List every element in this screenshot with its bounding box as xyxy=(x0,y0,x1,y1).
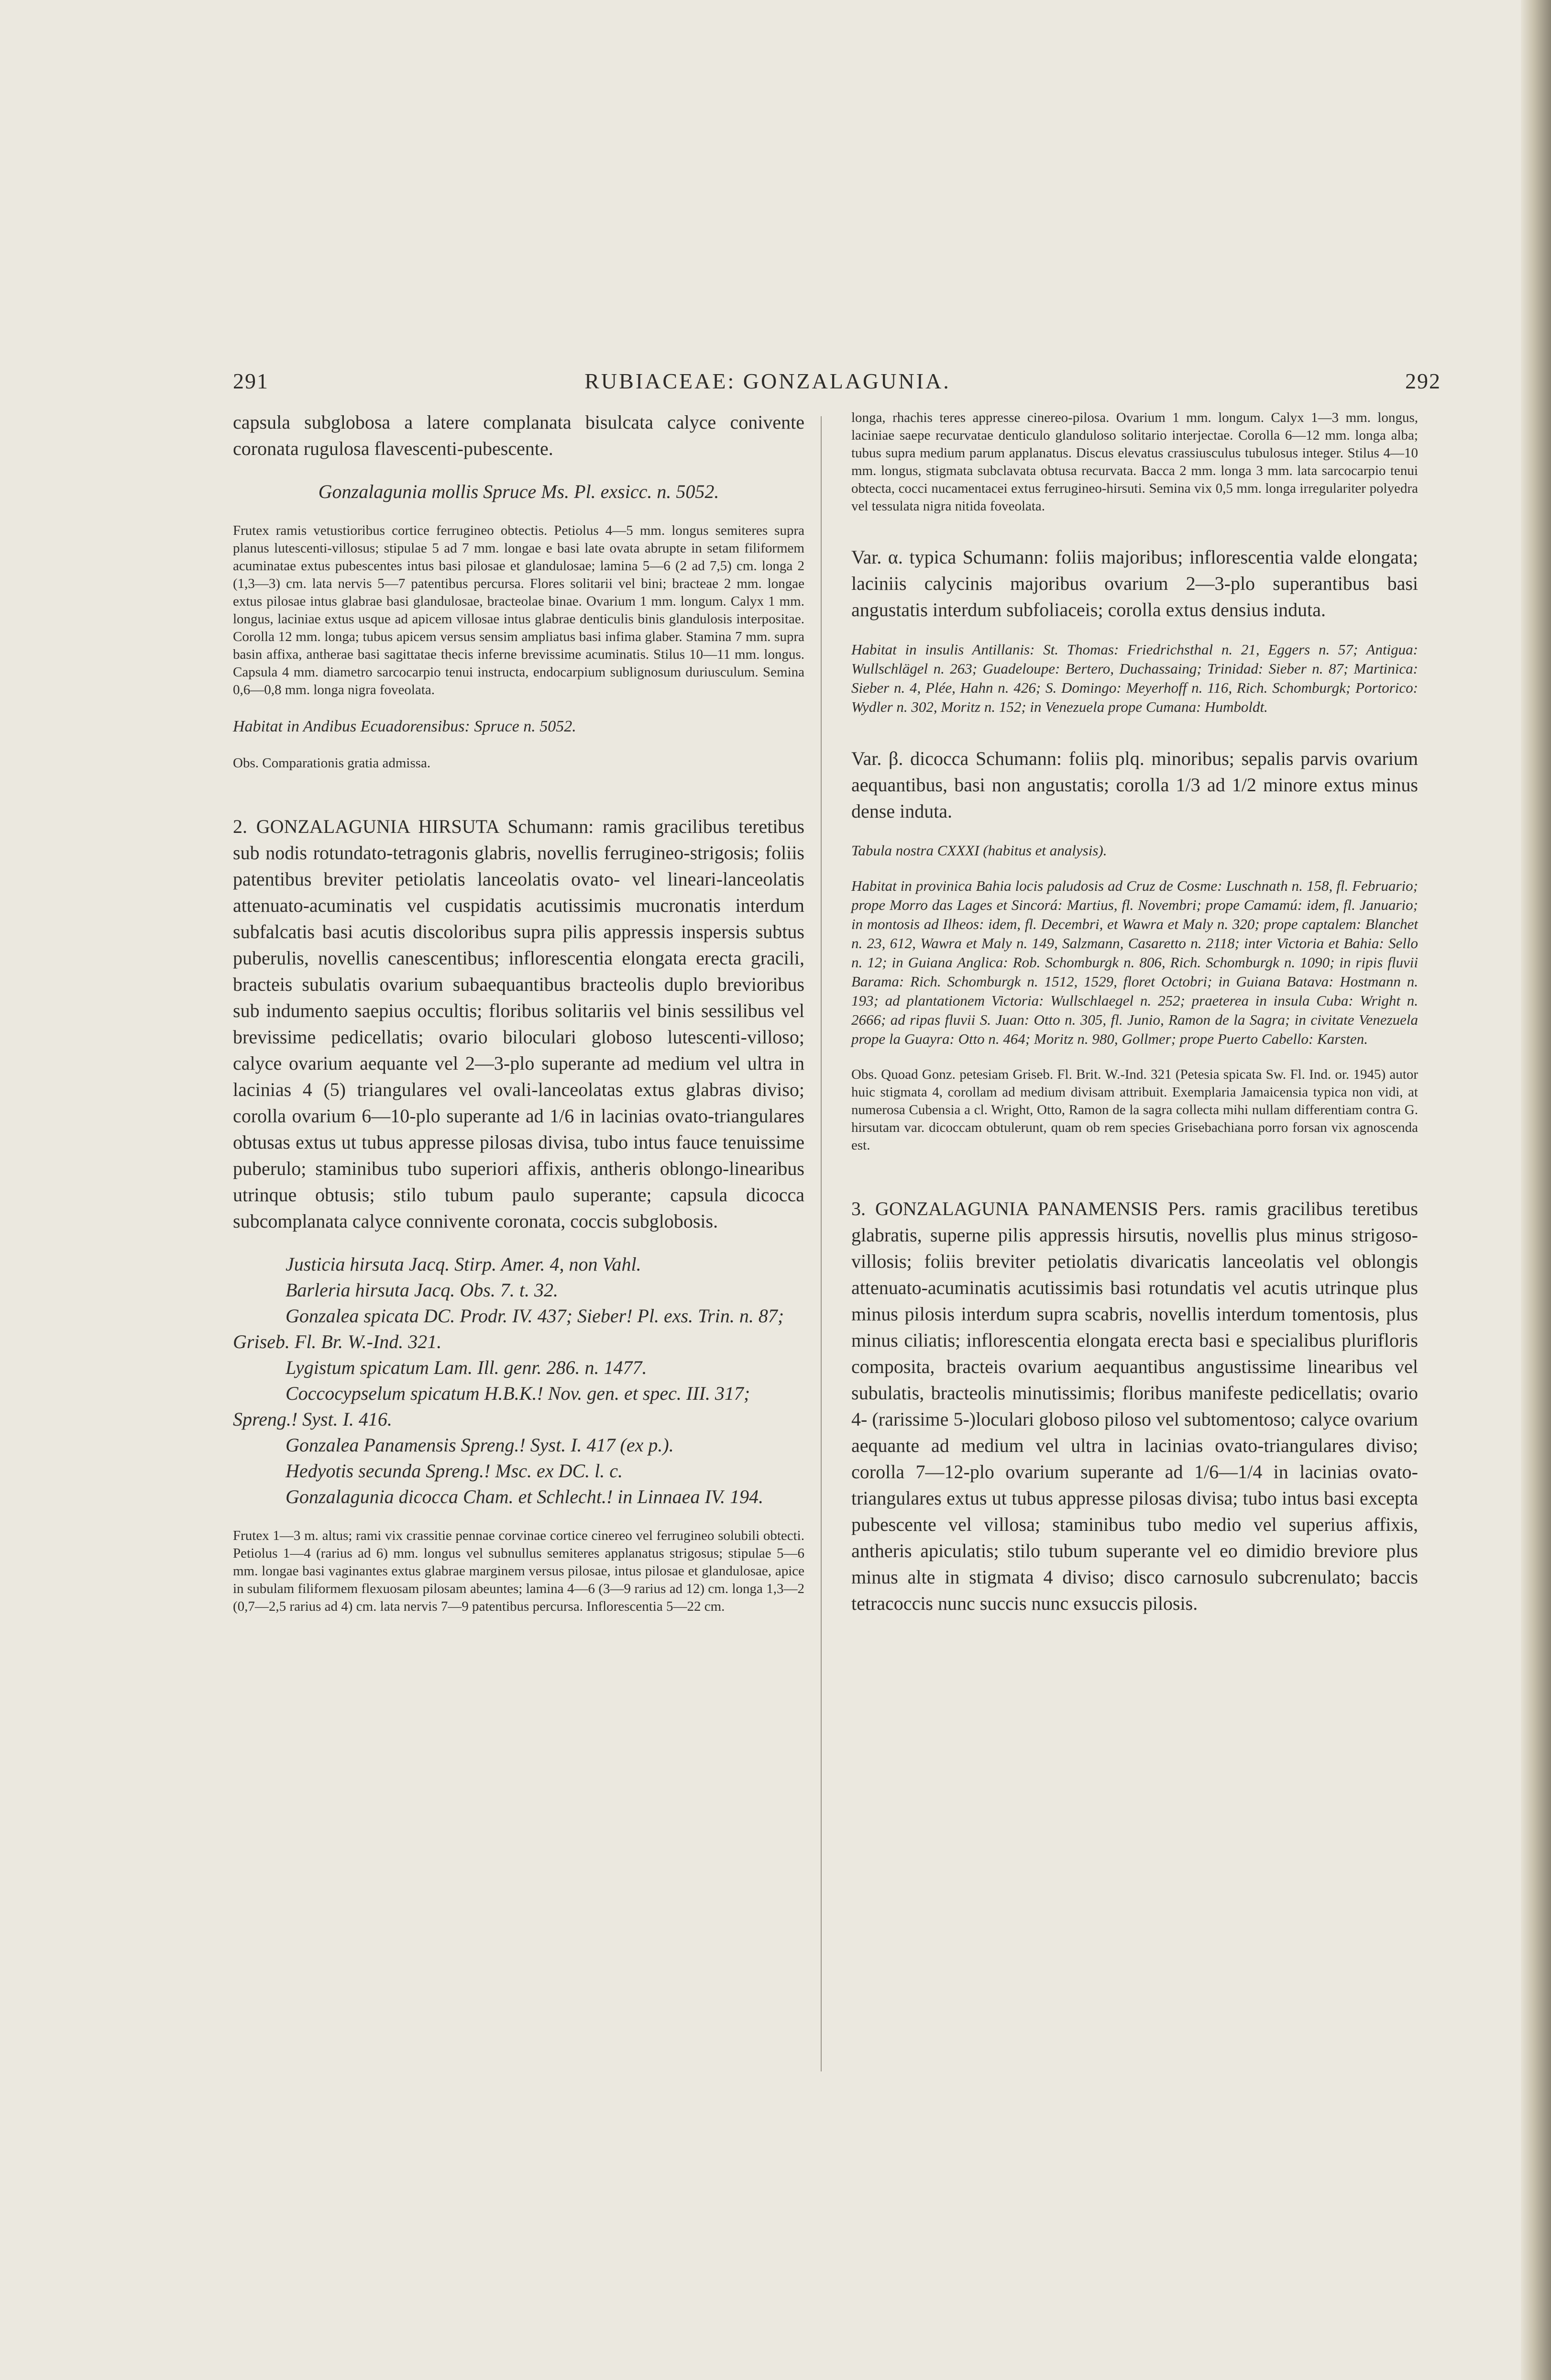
synonym: Coccocypselum spicatum H.B.K.! Nov. gen. et spec. III. 317; Spreng.! Syst. I. 416. xyxy=(233,1383,750,1430)
variety-alpha-text: foliis majoribus; inflorescentia valde elongata; laciniis calycinis majoribus ovarium 2—3-plo superantibus basi angustatis interdum subfoliaceis; corolla extus densius induta. xyxy=(851,546,1419,620)
capsule-description: capsula subglobosa a latere complanata bisulcata calyce conivente coronata rugulosa flavescenti-pubescente. xyxy=(233,411,804,459)
variety-beta-text: foliis plq. minoribus; sepalis parvis ovarium aequantibus, basi non angustatis; corolla 1/3 ad 1/2 minore extus minus dense induta. xyxy=(851,748,1418,822)
synonym: Justicia hirsuta Jacq. Stirp. Amer. 4, non Vahl. xyxy=(286,1253,641,1275)
description-hirsuta: Frutex 1—3 m. altus; rami vix crassitie pennae corvinae cortice cinereo vel ferrugineo solubili obtecti. Petiolus 1—4 (rarius ad 6) mm. longus vel subnullus semiteres applanatus strigosus; stipulae 5—6 mm. longae basi vaginantes extus glabrae marginem versus pilosae, intus pilosae et glandulosae, apice in subulam filiformem flexuosam pilosam abeuntes; lamina 4—6 (3—9 rarius ad 12) cm. longa 1,3—2 (0,7—2,5 rarius ad 4) cm. lata nervis 7—9 patentibus percursa. Inflorescentia 5—22 cm. xyxy=(233,1528,804,1614)
left-column xyxy=(233,409,804,1616)
observation-mollis: Obs. Comparationis gratia admissa. xyxy=(233,755,431,771)
running-header xyxy=(0,368,1551,402)
variety-alpha-heading: Var. α. typica Schumann: xyxy=(851,546,1049,568)
variety-beta xyxy=(851,745,1418,824)
habitat-mollis: Habitat in Andibus Ecuadorensibus: Spruce n. 5052. xyxy=(233,718,576,735)
species-2-description xyxy=(233,813,804,1234)
column-divider xyxy=(821,416,822,2071)
page-number-right: 292 xyxy=(1405,369,1441,393)
habitat-alpha: Habitat in insulis Antillanis: St. Thomas: Friedrichsthal n. 21, Eggers n. 57; Antigua: Wullschlägel n. 263; Guadeloupe: Bertero, Duchassaing; Trinidad: Sieber n. 87; Martinica: Sieber n. 4, Plée, Hahn n. 426; S. Domingo: Meyerhoff n. 116, Rich. Schomburgk; Portorico: Wydler n. 302, Moritz n. 152; in Venezuela prope Cumana: Humboldt. xyxy=(851,641,1418,715)
species-3-heading: 3. GONZALAGUNIA PANAMENSIS Pers. xyxy=(851,1198,1206,1219)
species-3-description xyxy=(851,1196,1418,1616)
running-title: RUBIACEAE: GONZALAGUNIA. xyxy=(584,369,951,393)
synonymy-list xyxy=(233,1251,804,1510)
synonym: Lygistum spicatum Lam. Ill. genr. 286. n. 1477. xyxy=(286,1357,647,1378)
synonym: Barleria hirsuta Jacq. Obs. 7. t. 32. xyxy=(286,1279,558,1301)
variety-alpha xyxy=(851,544,1418,623)
habitat-beta: Habitat in provinica Bahia locis paludosis ad Cruz de Cosme: Luschnath n. 158, fl. Februario; prope Morro das Lages et Sincorá: Martius, fl. Novembri; prope Camamú: idem, fl. Januario; in montosis ad Ilheos: idem, fl. Decembri, et Wawra et Maly n. 320; prope captalem: Blanchet n. 23, 612, Wawra et Maly n. 149, Salzmann, Casaretto n. 2118; inter Victoria et Bahia: Sello n. 12; in Guiana Anglica: Rob. Schomburgk n. 806, Rich. Schomburgk n. 1090; in ripis fluvii Barama: Rich. Schomburgk n. 1512, 1529, floret Octobri; in Guiana Batava: Hostmann n. 193; ad plantationem Victoria: Wullschlaegel n. 252; praeterea in insula Cuba: Wright n. 2666; ad ripas fluvii S. Juan: Otto n. 305, fl. Junio, Ramon de la Sagra; in civitate Venezuela prope la Guayra: Otto n. 464; Moritz n. 980, Gollmer; prope Puerto Cabello: Karsten. xyxy=(851,877,1418,1047)
species-3-text: ramis gracilibus teretibus glabratis, superne pilis appressis hirsutis, novellis plus minus strigoso-villosis; foliis breviter petiolatis divaricatis lanceolatis vel oblongis attenuato-acuminatis acutissimis basi rotundatis vel acutis utrinque plus minus pilosis interdum supra scabris, novellis interdum tomentosis, plus minus ciliatis; inflorescentia elongata erecta basi e specialibus plurifloris composita, bracteis ovarium aequantibus angustissime linearibus vel subulatis, bracteolis minutissimis; floribus manifeste pedicellatis; ovario 4- (rarissime 5-)loculari globoso piloso vel subtomentoso; calyce ovarium aequante ad medium vel ultra in lacinias ovato-triangulares diviso; corolla 7—12-plo ovarium superante ad 1/6—1/4 in lacinias ovato-triangulares extus ut tubus appresse pilosas divisa; tubo intus basi excepta pubescente vel villosa; staminibus tubo medio vel superius affixis, antheris apiculatis; stilo tubum superante vel eo dimidio breviore plus minus alte in stigmata 4 diviso; disco carnosulo subcrenulato; baccis tetracoccis nunc succis nunc exsuccis pilosis. xyxy=(851,1198,1418,1614)
synonym: Hedyotis secunda Spreng.! Msc. ex DC. l. c. xyxy=(286,1460,623,1482)
right-column xyxy=(851,409,1418,1616)
page-binding-shadow xyxy=(1521,0,1551,2380)
citation-mollis: Gonzalagunia mollis Spruce Ms. Pl. exsicc. n. 5052. xyxy=(318,481,719,502)
species-2-heading: 2. GONZALAGUNIA HIRSUTA Schumann: xyxy=(233,816,594,837)
synonym: Gonzalea spicata DC. Prodr. IV. 437; Sieber! Pl. exs. Trin. n. 87; Griseb. Fl. Br. W.-Ind. 321. xyxy=(233,1305,784,1352)
synonym: Gonzalea Panamensis Spreng.! Syst. I. 417 (ex p.). xyxy=(286,1434,674,1456)
description-mollis: Frutex ramis vetustioribus cortice ferrugineo obtectis. Petiolus 4—5 mm. longus semiteres supra planus lutescenti-villosus; stipulae 5 ad 7 mm. longae e basi late ovata abrupte in setam filiformem acuminatae extus pubescentes intus basi pilosae et glandulosae; lamina 5—6 (2 ad 7,5) cm. longa 2 (1,3—3) cm. lata nervis 5—7 patentibus percursa. Flores solitarii vel bini; bracteae 2 mm. longae extus pilosae intus glabrae basi glandulosae, bracteolae binae. Ovarium 1 mm. longum. Calyx 1 mm. longus, laciniae extus usque ad apicem villosae intus glabrae denticulis binis glandulosis interpositae. Corolla 12 mm. longa; tubus apicem versus sensim ampliatus basi infima glaber. Stamina 7 mm. supra basin affixa, antherae basi sagittatae thecis inferne brevissime acuminatis. Stilus 10—11 mm. longus. Capsula 4 mm. diametro sarcocarpio tenui instructa, endocarpium sublignosum duriusculum. Semina 0,6—0,8 mm. longa nigra foveolata. xyxy=(233,523,804,697)
synonym: Gonzalagunia dicocca Cham. et Schlecht.! in Linnaea IV. 194. xyxy=(286,1486,764,1507)
species-2-text: ramis gracilibus teretibus sub nodis rotundato-tetragonis glabris, novellis ferrugineo-strigosis; foliis patentibus breviter petiolatis lanceolatis ovato- vel lineari-lanceolatis attenuato-acuminatis vel cuspidatis acutissimis mucronatis interdum subfalcatis basi acutis discoloribus supra pilis appressis inspersis subtus puberulis, novellis canescentibus; inflorescentia elongata erecta gracili, bracteis subulatis ovarium subaequantibus bracteolis duplo brevioribus sub indumento saepius occultis; floribus solitariis vel binis sessilibus vel brevissime pedicellatis; ovario biloculari globoso lutescenti-villoso; calyce ovarium aequante vel 2—3-plo superante ad medium vel ultra in lacinias 4 (5) triangulares vel ovali-lanceolatas extus glabras diviso; corolla ovarium 6—10-plo superante ad 1/6 in lacinias ovato-triangulares obtusas extus ut tubus appresse pilosas divisa, tubo intus fauce tenuissime puberulo; staminibus tubo superiori affixis, antheris oblongo-linearibus utrinque obtusis; stilo tubum paulo superante; capsula dicocca subcomplanata calyce connivente coronata, coccis subglobosis. xyxy=(233,816,804,1232)
variety-beta-heading: Var. β. dicocca Schumann: xyxy=(851,748,1062,769)
description-hirsuta-continued: longa, rhachis teres appresse cinereo-pilosa. Ovarium 1 mm. longum. Calyx 1—3 mm. longus, laciniae saepe recurvatae denticulo glanduloso solitario interjectae. Corolla 6—12 mm. longa alba; tubus supra medium parum applanatus. Discus elevatus crassiusculus tubulosus integer. Stilus 4—10 mm. longus, stigmata subclavata obtusa recurvata. Bacca 2 mm. longa 3 mm. lata sarcocarpio tenui obtecta, cocci nucamentacei extus ferrugineo-hirsuti. Semina vix 0,5 mm. longa irregulariter polyedra vel tessulata nigra nitida foveolata. xyxy=(851,410,1418,514)
tabula-reference: Tabula nostra CXXXI (habitus et analysis). xyxy=(851,842,1107,859)
page-number-left: 291 xyxy=(233,369,269,393)
observation-beta: Obs. Quoad Gonz. petesiam Griseb. Fl. Brit. W.-Ind. 321 (Petesia spicata Sw. Fl. Ind. or. 1945) autor huic stigmata 4, corollam ad medium divisam attribuit. Exemplaria Jamaicensia typica non vidi, at numerosa Cubensia a cl. Wright, Otto, Ramon de la sagra collecta mihi nullam differentiam contra G. hirsutam var. dicoccam obtulerunt, quam ob rem species Grisebachiana porro forsan vix agnoscenda est. xyxy=(851,1067,1418,1153)
